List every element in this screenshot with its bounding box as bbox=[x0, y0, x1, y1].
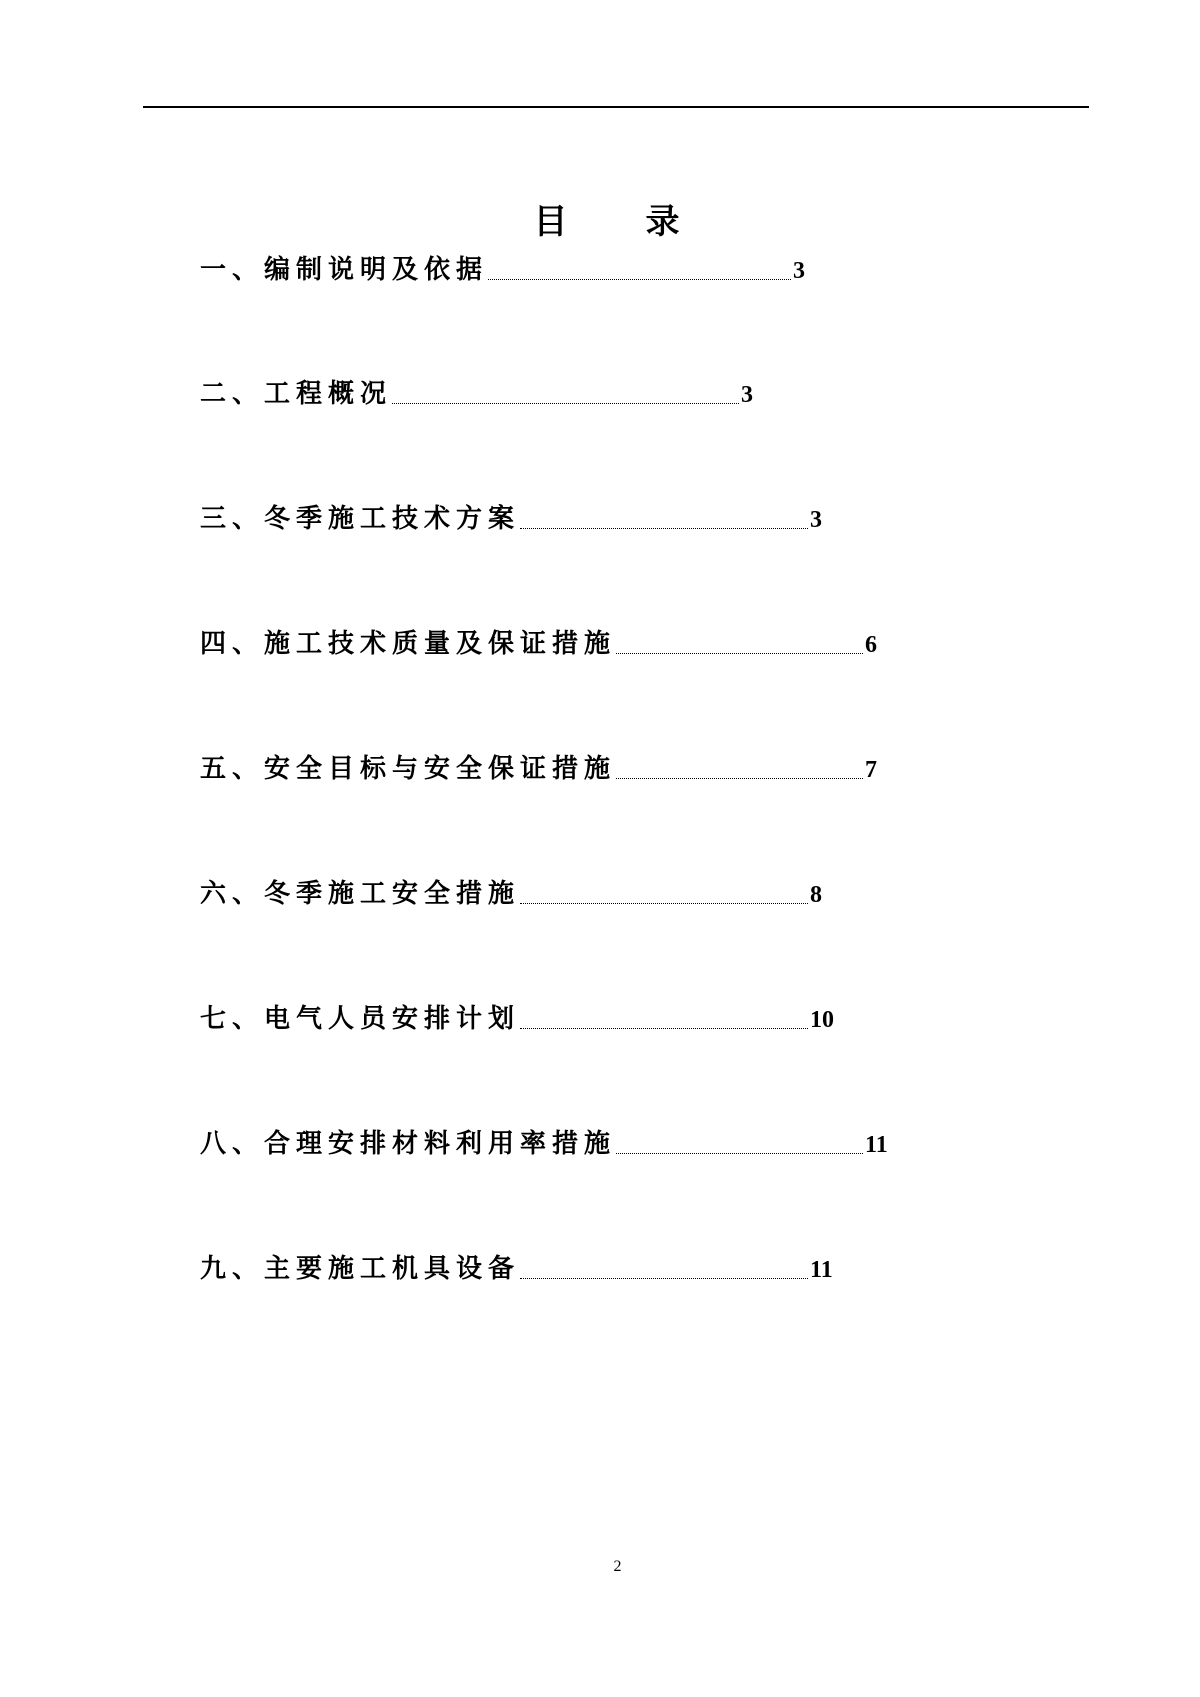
toc-leader-dots bbox=[520, 528, 808, 529]
toc-entry-label: 五、安全目标与安全保证措施 bbox=[200, 754, 617, 784]
toc-leader-dots bbox=[488, 279, 791, 280]
toc-entry[interactable] bbox=[200, 250, 805, 286]
toc-leader-dots bbox=[520, 1278, 808, 1279]
toc-leader-dots bbox=[520, 903, 808, 904]
toc-entry-page: 7 bbox=[865, 757, 878, 783]
toc-entry-label: 一、编制说明及依据 bbox=[200, 255, 489, 285]
header-rule bbox=[143, 106, 1089, 108]
toc-entry-page: 3 bbox=[793, 258, 806, 284]
toc-entry-page: 3 bbox=[741, 382, 754, 408]
toc-entry-label: 九、主要施工机具设备 bbox=[200, 1254, 521, 1284]
toc-entry[interactable] bbox=[200, 1249, 833, 1285]
toc-entry-page: 3 bbox=[810, 507, 823, 533]
toc-entry-page: 10 bbox=[810, 1007, 835, 1033]
toc-entry[interactable] bbox=[200, 749, 877, 785]
toc-entry-label: 八、合理安排材料利用率措施 bbox=[200, 1129, 617, 1159]
toc-entry[interactable] bbox=[200, 624, 877, 660]
toc-entry[interactable] bbox=[200, 1124, 888, 1160]
toc-entry-page: 8 bbox=[810, 882, 823, 908]
toc-entry-page: 11 bbox=[865, 1132, 888, 1158]
toc-title: 目 录 bbox=[533, 202, 702, 242]
toc-entry-label: 四、施工技术质量及保证措施 bbox=[200, 629, 617, 659]
toc-leader-dots bbox=[392, 403, 739, 404]
toc-entry-label: 七、电气人员安排计划 bbox=[200, 1004, 521, 1034]
toc-leader-dots bbox=[616, 1153, 863, 1154]
toc-entry[interactable] bbox=[200, 499, 822, 535]
toc-entry[interactable] bbox=[200, 874, 822, 910]
toc-entry[interactable] bbox=[200, 999, 834, 1035]
page-number: 2 bbox=[613, 1558, 622, 1575]
toc-leader-dots bbox=[520, 1028, 808, 1029]
toc-entry-page: 11 bbox=[810, 1257, 833, 1283]
toc-entry[interactable] bbox=[200, 374, 753, 410]
toc-leader-dots bbox=[616, 778, 863, 779]
toc-entry-label: 六、冬季施工安全措施 bbox=[200, 879, 521, 909]
toc-entry-label: 三、冬季施工技术方案 bbox=[200, 504, 521, 534]
toc-entry-page: 6 bbox=[865, 632, 878, 658]
toc-entry-label: 二、工程概况 bbox=[200, 379, 393, 409]
toc-leader-dots bbox=[616, 653, 863, 654]
